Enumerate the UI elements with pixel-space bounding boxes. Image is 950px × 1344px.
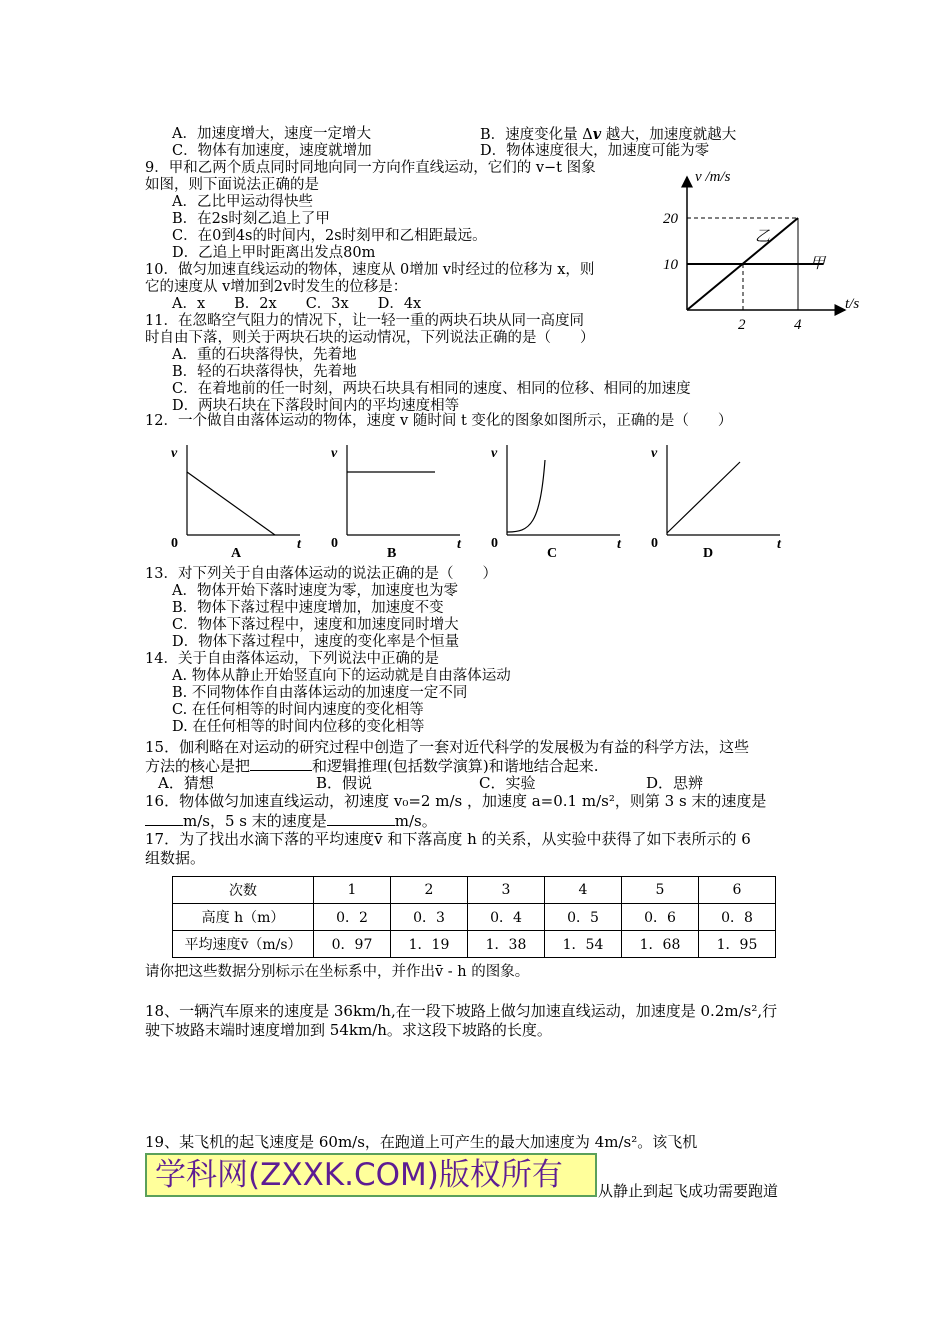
q13-stem: 13．对下列关于自由落体运动的说法正确的是（ ） (145, 566, 497, 582)
q17-instruction: 请你把这些数据分别标示在坐标系中，并作出v̄ - h 的图象。 (145, 964, 530, 980)
q18-stem-2: 驶下坡路末端时速度增加到 54km/h。求这段下坡路的长度。 (145, 1021, 552, 1039)
q10-stem-2: 它的速度从 v增加到2v时发生的位移是： (145, 279, 408, 295)
q12-c-curve (507, 460, 545, 532)
q9-option-c: C．在0到4s的时间内，2s时刻甲和乙相距最远。 (172, 228, 487, 244)
q12-c-label: C (547, 546, 558, 561)
table-cell: 1．38 (468, 931, 545, 958)
q12-graph-a (165, 440, 305, 565)
q15-stem-2-pre: 方法的核心是把 (145, 757, 251, 775)
q9-ytick-10: 10 (663, 257, 678, 273)
table-cell: 1．95 (699, 931, 776, 958)
table-cell: 4 (545, 877, 622, 904)
q16-blank-1[interactable] (145, 811, 183, 826)
table-cell: 2 (391, 877, 468, 904)
q12-d-line (667, 462, 740, 533)
q12-d-label: D (703, 546, 714, 561)
q13-option-b: B．物体下落过程中速度增加，加速度不变 (172, 600, 444, 616)
q11-option-a: A．重的石块落得快，先着地 (172, 347, 357, 363)
table-cell: 1．19 (391, 931, 468, 958)
q13-option-a: A．物体开始下落时速度为零，加速度也为零 (172, 583, 458, 599)
q15-blank[interactable] (250, 756, 312, 771)
q14-option-b: B. 不同物体作自由落体运动的加速度一定不同 (172, 685, 468, 701)
q9-option-a: A．乙比甲运动得快些 (172, 194, 313, 210)
q19-stem-1: 19、某飞机的起飞速度是 60m/s，在跑道上可产生的最大加速度为 4m/s²。该飞机 (145, 1133, 698, 1151)
q12-a-v: v (171, 446, 178, 461)
table-cell: 平均速度v̄（m/s） (173, 931, 314, 958)
table-cell: 1 (314, 877, 391, 904)
q13-option-c: C．物体下落过程中，速度和加速度同时增大 (172, 617, 459, 633)
q14-option-d: D. 在任何相等的时间内位移的变化相等 (172, 719, 425, 735)
q15-stem-2 (145, 756, 599, 776)
table-cell: 1．54 (545, 931, 622, 958)
q12-a-o: 0 (171, 536, 178, 551)
q12-graph-c (485, 440, 625, 565)
q12-graph-d (645, 440, 785, 565)
q12-c-v: v (491, 446, 498, 461)
table-cell: 次数 (173, 877, 314, 904)
q16-stem-2-a: m/s，5 s 末的速度是 (183, 812, 327, 830)
q15-option-c: C．实验 (479, 774, 536, 792)
table-row (173, 877, 776, 904)
q12-a-line (187, 472, 275, 535)
table-cell: 0．3 (391, 904, 468, 931)
q17-stem-1: 17．为了找出水滴下落的平均速度v̄ 和下落高度 h 的关系，从实验中获得了如下表所示的 6 (145, 830, 751, 848)
q15-stem-2-post: 和逻辑推理(包括数学演算)和谐地结合起来. (312, 757, 599, 775)
table-cell: 0．4 (468, 904, 545, 931)
q9-xtick-4: 4 (794, 317, 802, 333)
q9-label-yi: 乙 (755, 229, 771, 245)
q12-b-v: v (331, 446, 338, 461)
q12-d-v: v (651, 446, 658, 461)
q12-b-t: t (457, 537, 461, 552)
table-cell: 3 (468, 877, 545, 904)
table-cell: 0．5 (545, 904, 622, 931)
q15-option-d: D．思辨 (646, 774, 704, 792)
q12-d-t: t (777, 537, 781, 552)
q11-option-b: B．轻的石块落得快，先着地 (172, 364, 357, 380)
table-cell: 5 (622, 877, 699, 904)
q12-d-o: 0 (651, 536, 658, 551)
q9-label-jia: 甲 (810, 256, 826, 272)
copyright-banner: 学科网(ZXXK.COM)版权所有 (145, 1153, 597, 1197)
table-row (173, 931, 776, 958)
table-cell: 0．2 (314, 904, 391, 931)
q17-stem-2: 组数据。 (145, 849, 206, 867)
table-cell: 0．6 (622, 904, 699, 931)
q9-x-label: t/s (845, 296, 860, 312)
q19-stem-2: 从静止到起飞成功需要跑道 (598, 1182, 779, 1200)
q9-xtick-2: 2 (738, 317, 746, 333)
q8-option-a: A．加速度增大，速度一定增大 (172, 126, 371, 142)
table-cell: 0．97 (314, 931, 391, 958)
q12-b-o: 0 (331, 536, 338, 551)
q11-option-d: D．两块石块在下落段时间内的平均速度相等 (172, 398, 460, 414)
q9-ytick-20: 20 (663, 211, 678, 227)
q12-c-t: t (617, 537, 621, 552)
q12-a-label: A (231, 546, 242, 561)
q17-data-table (172, 876, 776, 958)
table-cell: 0．8 (699, 904, 776, 931)
q8-option-c: C．物体有加速度，速度就增加 (172, 143, 372, 159)
q8-option-b (480, 126, 736, 144)
q10-stem-1: 10．做匀加速直线运动的物体，速度从 0增加 v时经过的位移为 x，则 (145, 262, 595, 278)
q12-c-o: 0 (491, 536, 498, 551)
q8-option-d: D．物体速度很大，加速度可能为零 (480, 143, 710, 159)
q10-options: A．x B．2x C．3x D．4x (172, 296, 422, 312)
q16-blank-2[interactable] (327, 811, 395, 826)
table-cell: 1．68 (622, 931, 699, 958)
q15-stem-1: 15．伽利略在对运动的研究过程中创造了一套对近代科学的发展极为有益的科学方法，这些 (145, 738, 750, 756)
q9-y-label: v /m/s (695, 169, 731, 185)
q12-b-label: B (387, 546, 397, 561)
table-row (173, 904, 776, 931)
q11-stem-1: 11．在忽略空气阻力的情况下，让一轻一重的两块石块从同一高度同 (145, 313, 584, 329)
q15-option-a: A．猜想 (158, 774, 214, 792)
q13-option-d: D．物体下落过程中，速度的变化率是个恒量 (172, 634, 460, 650)
q16-stem-2 (145, 811, 437, 831)
q11-option-c: C．在着地前的任一时刻，两块石块具有相同的速度、相同的位移、相同的加速度 (172, 381, 691, 397)
q8-option-b-text: B．速度变化量 Δ (480, 127, 593, 143)
q9-vt-graph (655, 165, 870, 340)
q14-stem: 14．关于自由落体运动，下列说法中正确的是 (145, 651, 439, 667)
q8-option-b-var: v (592, 126, 602, 143)
q11-stem-2: 时自由下落，则关于两块石块的运动情况，下列说法正确的是（ ） (145, 330, 595, 346)
q9-option-d: D．乙追上甲时距离出发点80m (172, 245, 376, 261)
q8-option-b-tail: 越大，加速度就越大 (601, 127, 737, 143)
q16-stem-2-b: m/s。 (394, 812, 437, 830)
q9-option-b: B．在2s时刻乙追上了甲 (172, 211, 330, 227)
table-cell: 6 (699, 877, 776, 904)
q15-option-b: B．假说 (316, 774, 373, 792)
table-cell: 高度 h（m） (173, 904, 314, 931)
q14-option-c: C. 在任何相等的时间内速度的变化相等 (172, 702, 424, 718)
q16-stem-1: 16．物体做匀加速直线运动，初速度 v₀=2 m/s ，加速度 a=0.1 m/s²，则第 3 s 末的速度是 (145, 792, 767, 810)
q18-stem-1: 18、一辆汽车原来的速度是 36km/h,在一段下坡路上做匀加速直线运动，加速度是 0.2m/s²,行 (145, 1002, 778, 1020)
q12-a-t: t (297, 537, 301, 552)
q12-stem: 12．一个做自由落体运动的物体，速度 v 随时间 t 变化的图象如图所示，正确的是（ ） (145, 413, 733, 429)
q12-graph-b (325, 440, 465, 565)
q9-stem-1: 9．甲和乙两个质点同时同地向同一方向作直线运动，它们的 v−t 图象 (145, 160, 596, 176)
q9-stem-2: 如图，则下面说法正确的是 (145, 177, 319, 193)
q14-option-a: A. 物体从静止开始竖直向下的运动就是自由落体运动 (172, 668, 511, 684)
